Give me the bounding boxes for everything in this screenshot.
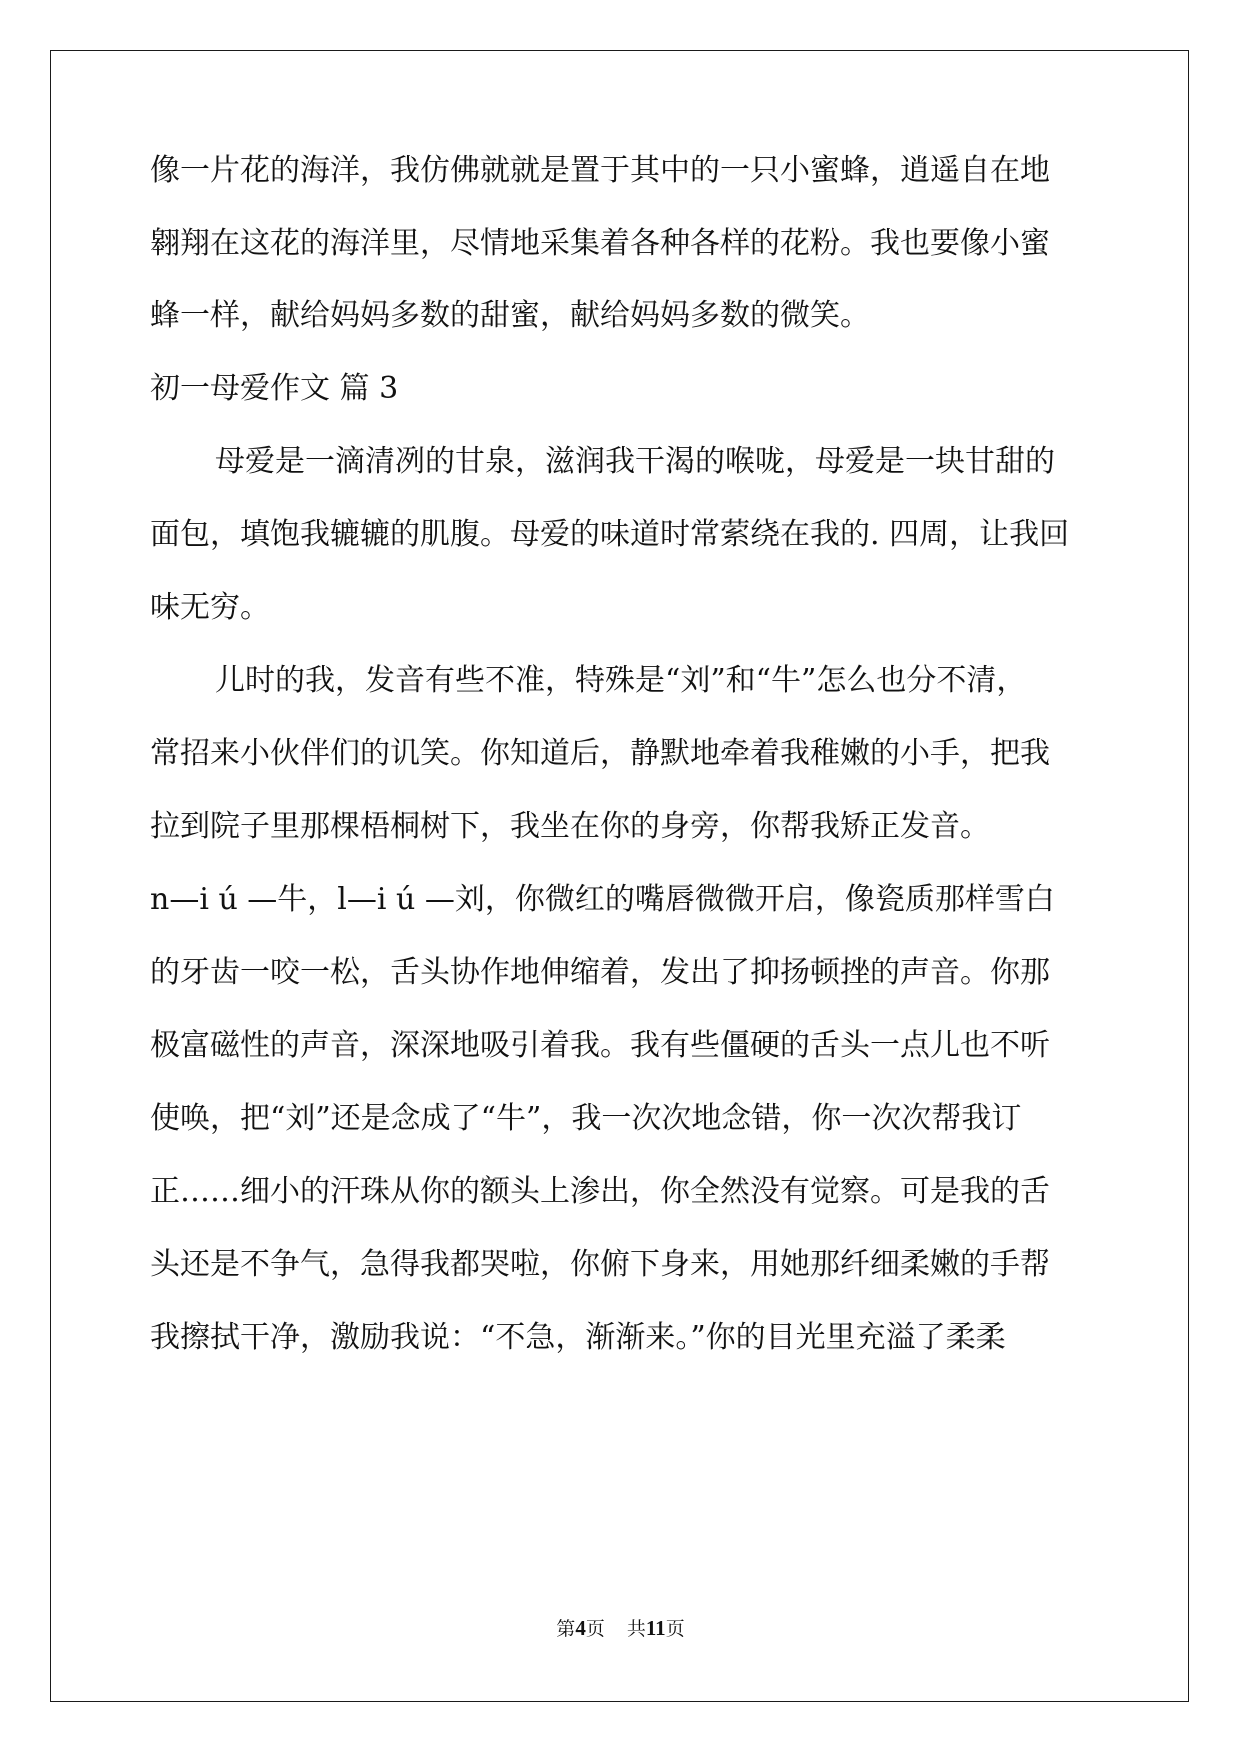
text-line: 我擦拭干净，激励我说：“不急，渐渐来。”你的目光里充溢了柔柔 <box>150 1320 1006 1355</box>
text-line: 使唤，把“刘”还是念成了“牛”，我一次次地念错，你一次次帮我订 <box>150 1101 1022 1136</box>
text-line: 味无穷。 <box>150 590 270 625</box>
text-line: 像一片花的海洋，我仿佛就就是置于其中的一只小蜜蜂，逍遥自在地 <box>150 153 1050 188</box>
text-line: n—i ú —牛，l—i ú —刘，你微红的嘴唇微微开启，像瓷质那样雪白 <box>150 882 1055 917</box>
paragraph-start-line: 儿时的我，发音有些不准，特殊是“刘”和“牛”怎么也分不清， <box>215 663 1027 698</box>
page-prefix: 第 <box>556 1618 576 1640</box>
page-number: 4 <box>575 1616 586 1640</box>
text-line: 翱翔在这花的海洋里，尽情地采集着各种各样的花粉。我也要像小蜜 <box>150 226 1050 261</box>
page-footer <box>0 1614 1241 1641</box>
text-line: 极富磁性的声音，深深地吸引着我。我有些僵硬的舌头一点儿也不听 <box>150 1028 1050 1063</box>
total-prefix: 共 <box>626 1618 646 1640</box>
text-line: 头还是不争气，急得我都哭啦，你俯下身来，用她那纤细柔嫩的手帮 <box>150 1247 1050 1282</box>
text-line: 正……细小的汗珠从你的额头上渗出，你全然没有觉察。可是我的舌 <box>150 1174 1050 1209</box>
text-line: 的牙齿一咬一松，舌头协作地伸缩着，发出了抑扬顿挫的声音。你那 <box>150 955 1050 990</box>
paragraph-start-line: 母爱是一滴清冽的甘泉，滋润我干渴的喉咙，母爱是一块甘甜的 <box>215 444 1055 479</box>
total-pages: 11 <box>645 1616 666 1640</box>
page-suffix: 页 <box>585 1618 605 1640</box>
section-heading: 初一母爱作文 篇 3 <box>150 371 399 406</box>
total-suffix: 页 <box>665 1618 685 1640</box>
text-line: 面包，填饱我辘辘的肌腹。母爱的味道时常萦绕在我的. 四周，让我回 <box>150 517 1070 552</box>
text-line: 拉到院子里那棵梧桐树下，我坐在你的身旁，你帮我矫正发音。 <box>150 809 990 844</box>
text-line: 常招来小伙伴们的讥笑。你知道后，静默地牵着我稚嫩的小手，把我 <box>150 736 1050 771</box>
text-line: 蜂一样，献给妈妈多数的甜蜜，献给妈妈多数的微笑。 <box>150 298 870 333</box>
